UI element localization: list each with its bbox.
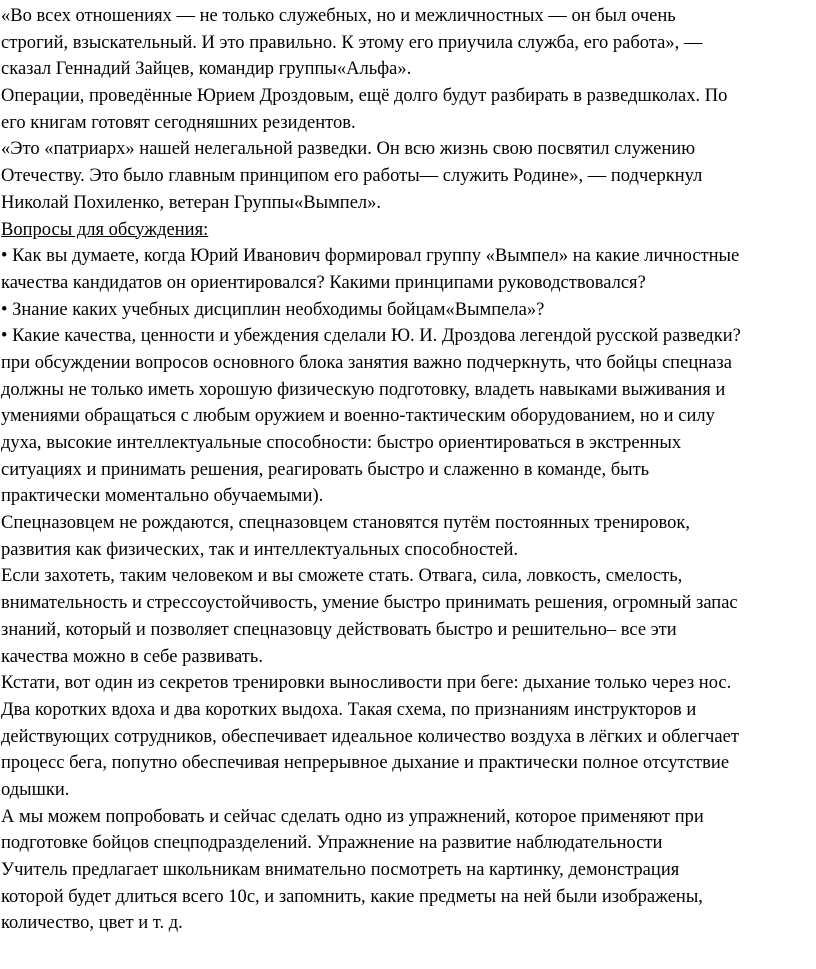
text-line: Отечеству. Это было главным принципом его работы— служить Родине», — подчеркнул	[1, 165, 703, 187]
text-line: должны не только иметь хорошую физическую подготовку, владеть навыками выживания и	[1, 378, 726, 400]
discussion-questions-heading: Вопросы для обсуждения:	[1, 218, 209, 240]
text-line: которой будет длиться всего 10с, и запомнить, какие предметы на ней были изображены,	[1, 885, 703, 907]
text-line: качества можно в себе развивать.	[1, 645, 263, 667]
text-line: одышки.	[1, 778, 70, 800]
text-line: его книгам готовят сегодняшних резидентов.	[1, 111, 356, 133]
text-line: внимательность и стрессоустойчивость, умение быстро принимать решения, огромный запас	[1, 592, 738, 614]
text-line: подготовке бойцов спецподразделений. Упражнение на развитие наблюдательности	[1, 832, 663, 854]
text-line: Николай Похиленко, ветеран Группы«Вымпел».	[1, 191, 382, 213]
text-line: духа, высокие интеллектуальные способности: быстро ориентироваться в экстренных	[1, 432, 682, 453]
text-line: ситуациях и принимать решения, реагировать быстро и слаженно в команде, быть	[1, 458, 650, 480]
text-line: Операции, проведённые Юрием Дроздовым, ещё долго будут разбирать в разведшколах. По	[1, 85, 728, 107]
text-line: знаний, который и позволяет спецназовцу действовать быстро и решительно– все эти	[1, 618, 677, 640]
text-line: • Знание каких учебных дисциплин необходимы бойцам«Вымпела»?	[1, 298, 545, 320]
text-line: Спецназовцем не рождаются, спецназовцем становятся путём постоянных тренировок,	[1, 512, 691, 534]
text-line: • Какие качества, ценности и убеждения сделали Ю. И. Дроздова легендой русской разведки?	[1, 325, 741, 347]
text-line: умениями обращаться с любым оружием и военно-тактическим оборудованием, но и силу	[1, 405, 715, 427]
text-line: строгий, взыскательный. И это правильно. К этому его приучила служба, его работа», —	[1, 31, 703, 53]
text-line: • Как вы думаете, когда Юрий Иванович формировал группу «Вымпел» на какие личностные	[1, 245, 740, 267]
text-line: практически моментально обучаемыми).	[1, 485, 324, 507]
text-line: Учитель предлагает школьникам внимательно посмотреть на картинку, демонстрация	[1, 859, 680, 880]
text-line: Два коротких вдоха и два коротких выдоха. Такая схема, по признаниям инструкторов и	[1, 698, 697, 720]
text-line: «Это «патриарх» нашей нелегальной разведки. Он всю жизнь свою посвятил служению	[1, 138, 696, 160]
text-line: «Во всех отношениях — не только служебных, но и межличностных — он был очень	[1, 5, 676, 26]
text-line: количество, цвет и т. д.	[1, 912, 183, 934]
text-line: процесс бега, попутно обеспечивая непрерывное дыхание и практически полное отсутствие	[1, 752, 730, 774]
text-line: действующих сотрудников, обеспечивает идеальное количество воздуха в лёгких и облегчает	[1, 725, 739, 747]
text-line: А мы можем попробовать и сейчас сделать одно из упражнений, которое применяют при	[1, 805, 704, 827]
text-line: качества кандидатов он ориентировался? Какими принципами руководствовался?	[1, 271, 646, 293]
text-line: Если захотеть, таким человеком и вы сможете стать. Отвага, сила, ловкость, смелость,	[1, 565, 683, 587]
text-line: сказал Геннадий Зайцев, командир группы«Альфа».	[1, 58, 412, 80]
text-line: развития как физических, так и интеллектуальных способностей.	[1, 538, 519, 560]
text-line: при обсуждении вопросов основного блока занятия важно подчеркнуть, что бойцы спецназа	[1, 351, 732, 373]
text-line: Кстати, вот один из секретов тренировки выносливости при беге: дыхание только через нос.	[1, 672, 732, 694]
